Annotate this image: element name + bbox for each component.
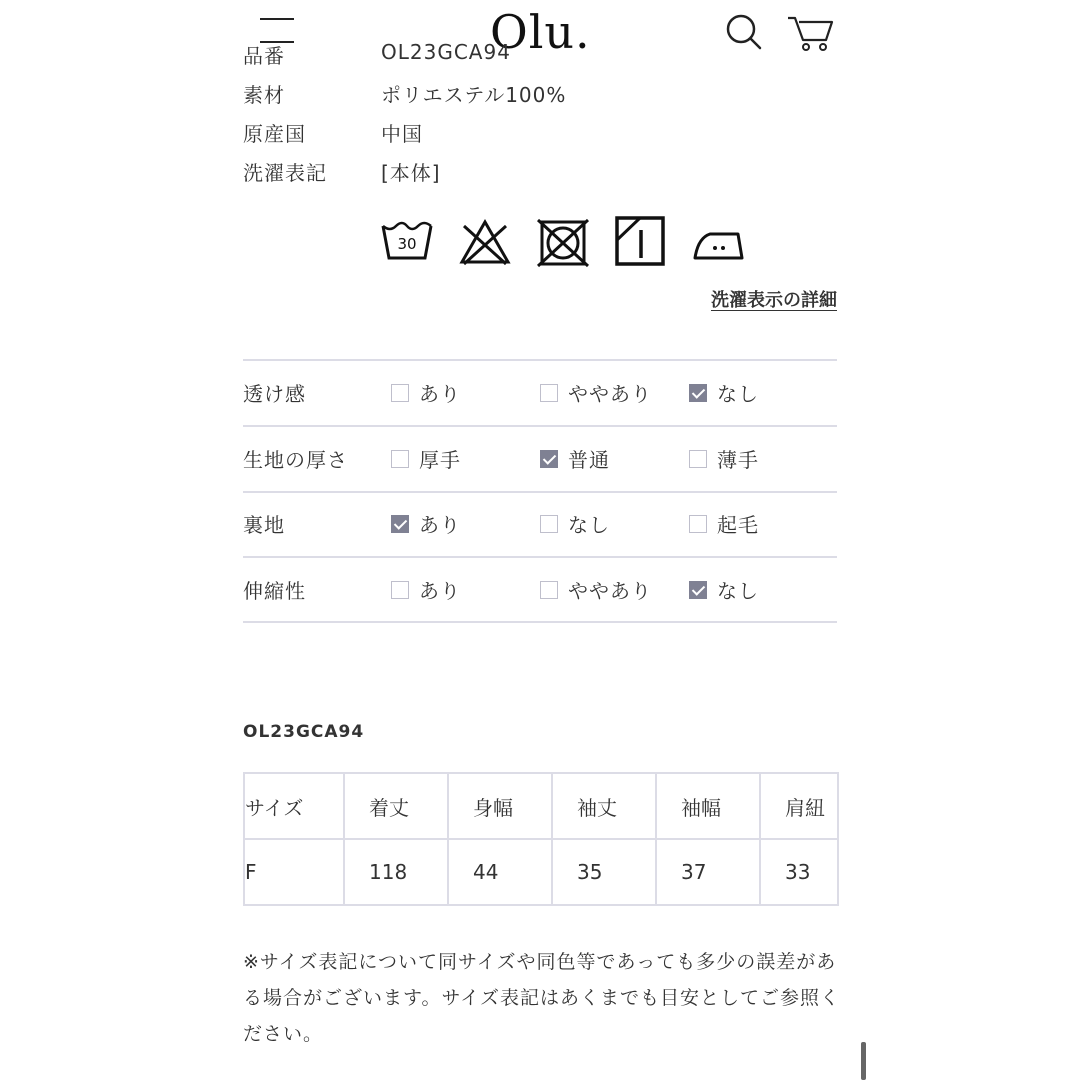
divider [243,491,837,493]
checkbox-checked[interactable] [391,515,409,533]
checkbox[interactable] [689,515,707,533]
scrollbar[interactable] [861,1042,866,1080]
size-header-sleeve-length: 袖丈 [552,773,656,839]
size-header-width: 身幅 [448,773,552,839]
property-label-stretch: 伸縮性 [243,579,306,603]
spec-value-origin: 中国 [381,122,423,146]
divider [243,621,837,623]
size-cell: 35 [552,839,656,905]
option-sheerness-none[interactable]: なし [689,378,759,407]
size-table-header-row [244,773,838,839]
divider [243,359,837,361]
spec-label-material: 素材 [243,83,285,107]
option-sheerness-slight[interactable]: ややあり [540,378,652,407]
checkbox-checked[interactable] [689,384,707,402]
option-stretch-slight[interactable]: ややあり [540,575,652,604]
divider [243,556,837,558]
option-stretch-none[interactable]: なし [689,575,759,604]
checkbox[interactable] [391,384,409,402]
option-lining-none[interactable]: なし [540,509,610,538]
checkbox[interactable] [540,581,558,599]
size-cell: 33 [760,839,838,905]
wash-30-icon [380,214,434,268]
option-lining-brushed[interactable]: 起毛 [689,509,759,538]
divider [243,425,837,427]
size-header-strap: 肩紐 [760,773,838,839]
no-bleach-icon [458,214,512,268]
no-tumble-dry-icon [536,214,590,268]
option-thickness-thin[interactable]: 薄手 [689,444,759,473]
size-header-size: サイズ [244,773,344,839]
size-cell: F [244,839,344,905]
checkbox[interactable] [540,384,558,402]
option-thickness-normal[interactable]: 普通 [540,444,610,473]
property-label-lining: 裏地 [243,513,285,537]
spec-value-material: ポリエステル100% [381,83,567,107]
option-stretch-yes[interactable]: あり [391,575,461,604]
checkbox-checked[interactable] [689,581,707,599]
svg-text:30: 30 [397,235,417,253]
option-thickness-thick[interactable]: 厚手 [391,444,461,473]
checkbox[interactable] [391,450,409,468]
spec-value-laundry: [本体] [381,161,441,185]
property-label-thickness: 生地の厚さ [243,448,348,472]
care-details-link[interactable]: 洗濯表示の詳細 [711,290,837,311]
property-label-sheerness: 透け感 [243,382,306,406]
size-note: ※サイズ表記について同サイズや同色等であっても多少の誤差がある場合がございます。サイズ表記はあくまでも目安としてご参照ください。 [243,951,840,1045]
checkbox-checked[interactable] [540,450,558,468]
size-table-product-code: OL23GCA94 [243,722,365,742]
spec-label-product-number: 品番 [243,44,285,68]
brand-logo[interactable]: Olu. [490,5,591,59]
size-cell: 44 [448,839,552,905]
spec-value-product-number: OL23GCA94 [381,40,511,64]
checkbox[interactable] [391,581,409,599]
table-row [244,839,838,905]
size-header-sleeve-width: 袖幅 [656,773,760,839]
spec-label-origin: 原産国 [243,122,306,146]
size-table [243,772,839,906]
option-lining-yes[interactable]: あり [391,509,461,538]
cart-icon[interactable] [786,10,836,54]
checkbox[interactable] [540,515,558,533]
option-sheerness-yes[interactable]: あり [391,378,461,407]
size-cell: 37 [656,839,760,905]
iron-medium-icon [692,214,746,268]
size-cell: 118 [344,839,448,905]
search-icon[interactable] [722,10,766,54]
spec-label-laundry: 洗濯表記 [243,161,327,185]
size-header-length: 着丈 [344,773,448,839]
shade-drip-dry-icon [614,214,668,268]
checkbox[interactable] [689,450,707,468]
